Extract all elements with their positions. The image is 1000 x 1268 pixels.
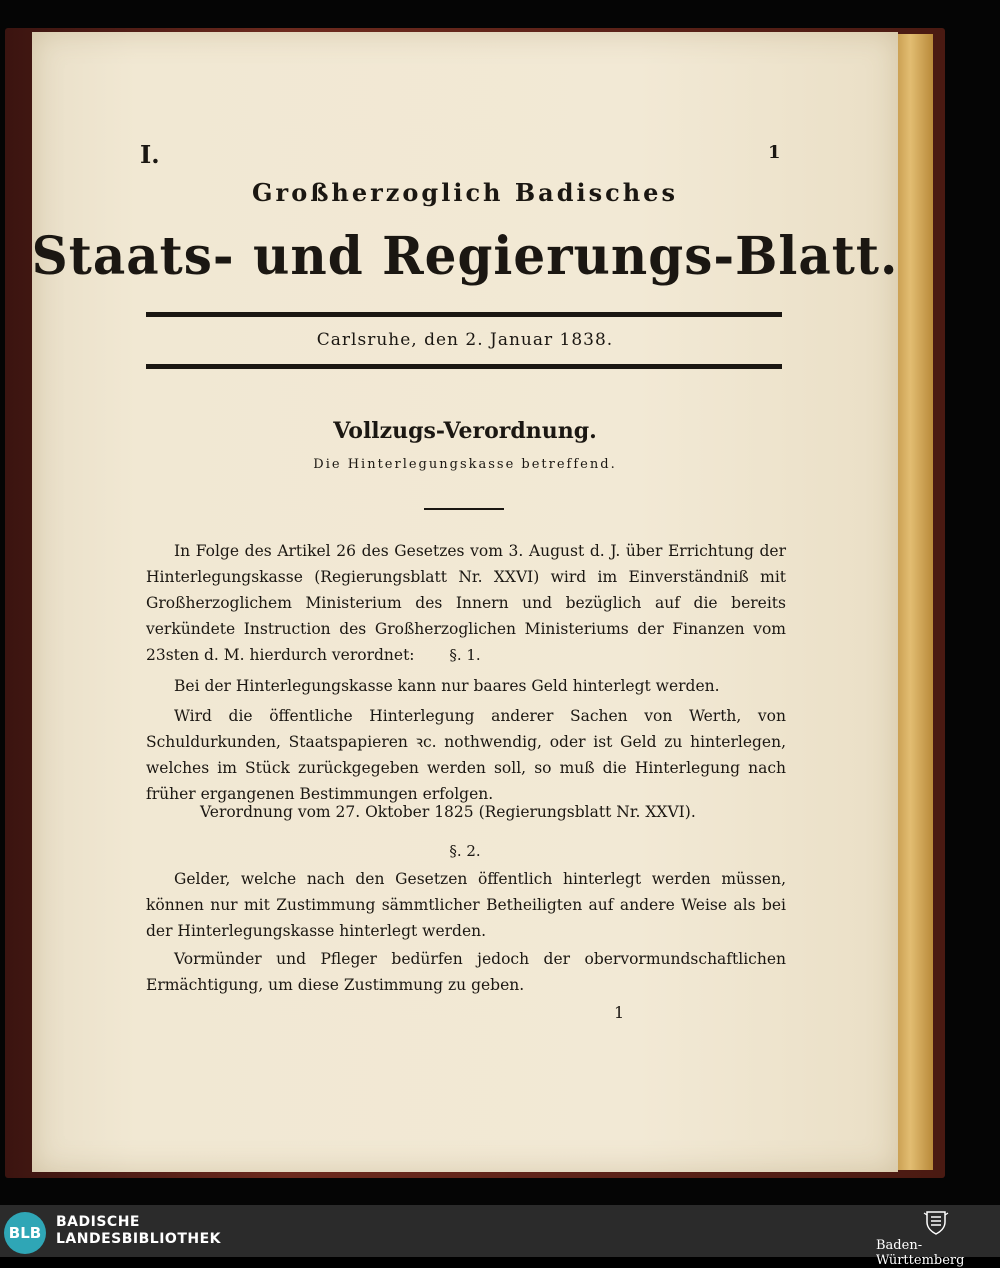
library-name-line-1: BADISCHE	[56, 1214, 140, 1230]
section-2-paragraph-1: Gelder, welche nach den Gesetzen öffentlich hinterlegt werden müssen, können nur mit Zustimmung sämmtlicher Betheiligten auf andere Weise als bei der Hinterlegungskasse hinterlegt werden.	[146, 870, 786, 940]
section-2-sign: §. 2.	[449, 842, 481, 860]
section-number: I.	[140, 140, 160, 169]
section-1-paragraph-1: Bei der Hinterlegungskasse kann nur baares Geld hinterlegt werden.	[174, 677, 720, 695]
separator-rule	[424, 508, 504, 510]
page-number-top: 1	[768, 142, 781, 163]
intro-paragraph: In Folge des Artikel 26 des Gesetzes vom 3. August d. J. über Errichtung der Hinterlegungskasse (Regierungsblatt Nr. XXVI) wird im Einverständniß mit Großherzoglichem Ministerium des Innern und bezüglich auf die bereits verkündete Instruction des Großherzoglichen Ministeriums der Finanzen vom 23sten d. M. hierdurch verordnet:	[146, 542, 786, 664]
article-heading: Vollzugs-Verordnung.	[333, 418, 597, 444]
section-1-paragraph-2: Wird die öffentliche Hinterlegung anderer Sachen von Werth, von Schuldurkunden, Staatspapieren ꝛc. nothwendig, oder ist Geld zu hinterlegen, welches im Stück zurückgegeben werden soll, so muß die Hinterlegung nach früher ergangenen Bestimmungen erfolgen.	[146, 707, 786, 803]
state-label: Baden-Württemberg	[876, 1238, 965, 1268]
masthead-title: Staats- und Regierungs-Blatt.	[31, 224, 899, 287]
masthead-rule-top	[146, 312, 782, 317]
section-1-reference: Verordnung vom 27. Oktober 1825 (Regierungsblatt Nr. XXVI).	[200, 803, 696, 821]
masthead-rule-bottom	[146, 364, 782, 369]
blb-logo[interactable]: BLB	[4, 1212, 46, 1254]
footer-bar	[0, 1205, 1000, 1268]
dateline: Carlsruhe, den 2. Januar 1838.	[316, 330, 614, 350]
page-number-bottom: 1	[614, 1003, 625, 1022]
masthead-subtitle: Großherzoglich Badisches	[252, 178, 678, 207]
coat-of-arms-icon[interactable]	[922, 1209, 950, 1235]
section-1-sign: §. 1.	[449, 646, 481, 664]
library-name-line-2: LANDESBIBLIOTHEK	[56, 1231, 222, 1247]
article-subheading: Die Hinterlegungskasse betreffend.	[313, 457, 617, 472]
section-2-paragraph-2: Vormünder und Pfleger bedürfen jedoch der obervormundschaftlichen Ermächtigung, um diese Zustimmung zu geben.	[146, 950, 786, 994]
library-name[interactable]	[56, 1214, 221, 1248]
